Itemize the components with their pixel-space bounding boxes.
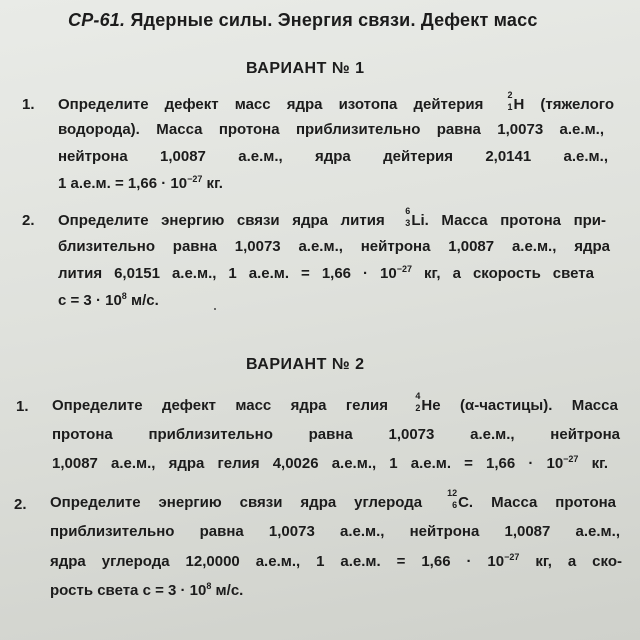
- worksheet-code: СР-61.: [68, 10, 126, 30]
- v1-task1-number: 1.: [22, 96, 35, 113]
- v2-task2-line1: Определите энергию связи ядра углерода 12 6 C. Масса протона: [50, 488, 617, 511]
- v2-task1-line3: 1,0087 а.е.м., ядра гелия 4,0026 а.е.м., 1 а.е.м. = $1,66 \cdot 10^{-27}$ кг.: [52, 454, 608, 472]
- v1-task2-number: 2.: [22, 212, 35, 229]
- page-title: [68, 10, 538, 31]
- v1-task1-line2: водорода). Масса протона приблизительно равна 1,0073 а.е.м.,: [58, 121, 604, 138]
- v1-task2-line2: близительно равна 1,0073 а.е.м., нейтрона 1,0087 а.е.м., ядра: [58, 238, 610, 255]
- deuterium-isotope-notation: 2 1: [507, 90, 513, 112]
- v1-task2-line4: $c = 3 \cdot 10^8$ м/с.: [58, 291, 159, 309]
- v2-task2-line4: рость света $c = 3 \cdot 10^8$ м/с.: [50, 581, 244, 599]
- v2-task1-line1: Определите дефект масс ядра гелия 4 2 He (α-частицы). Масса: [52, 391, 619, 414]
- v2-task1-number: 1.: [16, 398, 29, 415]
- ink-speck: [214, 308, 216, 310]
- v2-task2-line3: ядра углерода 12,0000 а.е.м., 1 а.е.м. = $1,66 \cdot 10^{-27}$ кг, а ско-: [50, 552, 622, 570]
- v2-task2-line2: приблизительно равна 1,0073 а.е.м., нейтрона 1,0087 а.е.м.,: [50, 523, 620, 540]
- v2-task1-line2: протона приблизительно равна 1,0073 а.е.м., нейтрона: [52, 426, 620, 443]
- variant-2-heading: ВАРИАНТ № 2: [246, 356, 365, 373]
- v1-task1-line1: Определите дефект масс ядра изотопа дейтерия 2 1 H (тяжелого: [58, 90, 615, 113]
- variant-1-heading: ВАРИАНТ № 1: [246, 60, 365, 77]
- v1-task1-line3: нейтрона 1,0087 а.е.м., ядра дейтерия 2,0141 а.е.м.,: [58, 148, 608, 165]
- v1-task2-line3: лития 6,0151 а.е.м., 1 а.е.м. = $1,66 \cdot 10^{-27}$ кг, а скорость света: [58, 264, 594, 282]
- v2-task2-number: 2.: [14, 496, 27, 513]
- v1-task1-line4: 1 а.е.м. = $1,66 \cdot 10^{-27}$ кг.: [58, 174, 223, 192]
- v1-task2-line1: Определите энергию связи ядра лития 6 3 Li. Масса протона при-: [58, 206, 607, 229]
- carbon-isotope-notation: 12 6: [447, 488, 458, 510]
- helium-isotope-notation: 4 2: [415, 391, 421, 413]
- worksheet-topic: Ядерные силы. Энергия связи. Дефект масс: [130, 10, 538, 30]
- lithium-isotope-notation: 6 3: [405, 206, 411, 228]
